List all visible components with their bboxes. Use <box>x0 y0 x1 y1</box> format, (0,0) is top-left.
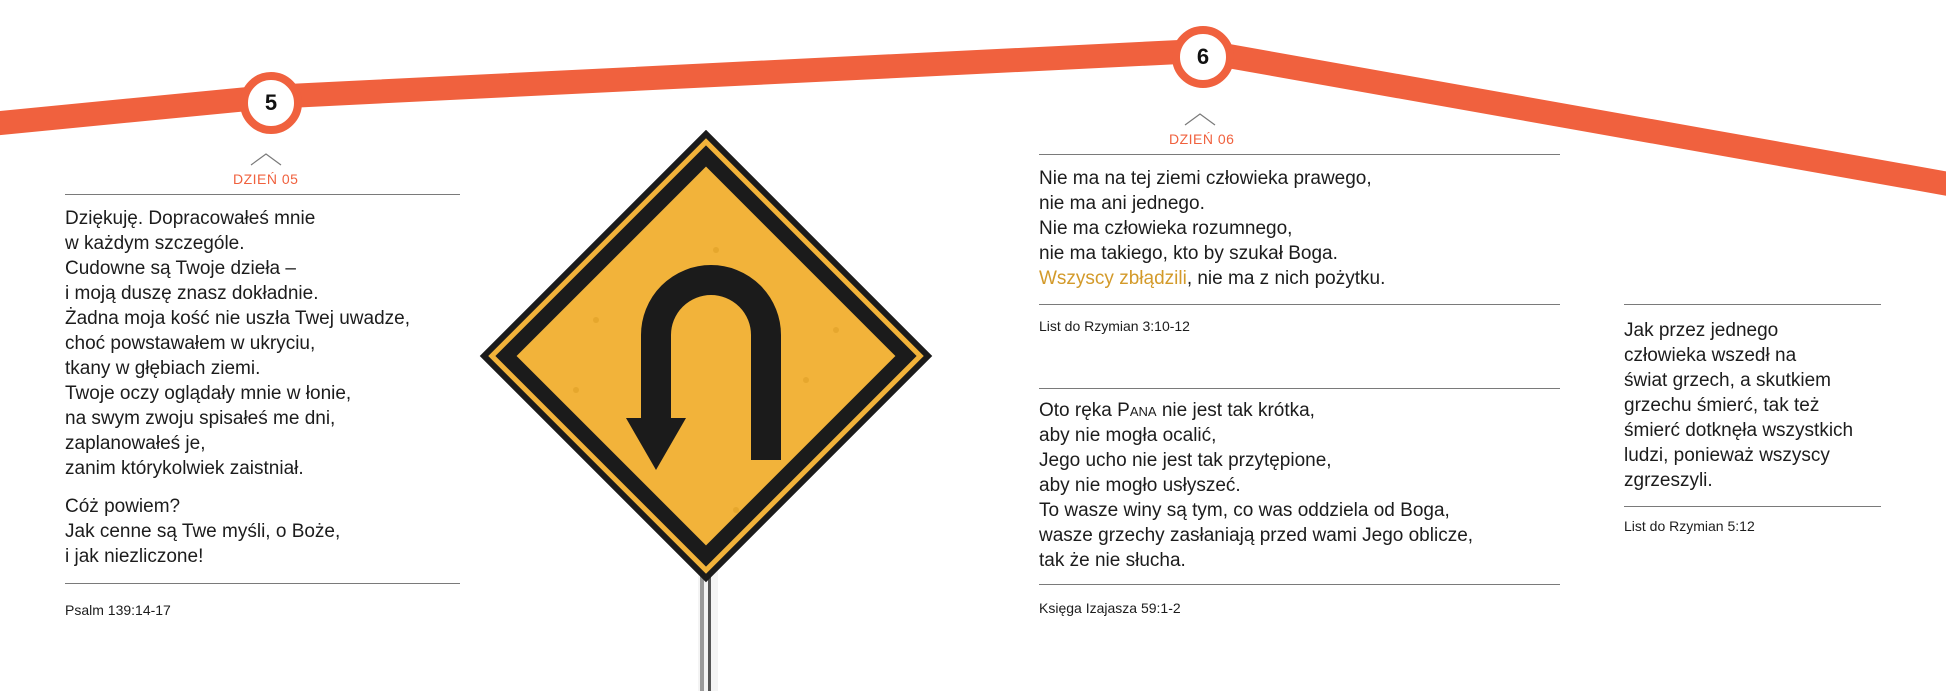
divider <box>1624 304 1881 305</box>
day-label: DZIEŃ 06 <box>1169 131 1235 147</box>
divider <box>1039 388 1560 389</box>
scripture-reference: Księga Izajasza 59:1-2 <box>1039 600 1181 616</box>
verse-text: Oto ręka Pana nie jest tak krótka, aby nie mogła ocalić, Jego ucho nie jest tak przytępione, aby nie mogło usłyszeć. To wasze winy są tym, co was oddziela od Boga, wasze grzechy zasłaniają przed wami Jego oblicze, tak że nie słucha. <box>1039 400 1474 571</box>
timeline-marker-5 <box>240 72 302 134</box>
timeline-marker-6 <box>1172 26 1234 88</box>
marker-number: 6 <box>1196 44 1210 69</box>
divider <box>1039 584 1560 585</box>
u-turn-sign-image <box>476 130 936 691</box>
marker-number: 5 <box>264 90 278 115</box>
scripture-reference: Psalm 139:14-17 <box>65 602 171 618</box>
divider <box>1039 304 1560 305</box>
divider <box>65 194 460 195</box>
verse-text: Nie ma na tej ziemi człowieka prawego, nie ma ani jednego. Nie ma człowieka rozumnego, nie ma takiego, kto by szukał Boga. Wszyscy zbłądzili, nie ma z nich pożytku. <box>1039 168 1386 289</box>
scripture-reference: List do Rzymian 3:10-12 <box>1039 318 1190 334</box>
divider <box>1039 154 1560 155</box>
chevron-up-icon <box>1184 112 1216 126</box>
verse-text: Jak przez jednego człowieka wszedł na świat grzech, a skutkiem grzechu śmierć, tak też śmierć dotknęła wszystkich ludzi, ponieważ wszyscy zgrzeszyli. <box>1624 320 1854 491</box>
divider <box>1624 506 1881 507</box>
divider <box>65 583 460 584</box>
scripture-reference: List do Rzymian 5:12 <box>1624 518 1755 534</box>
chevron-up-icon <box>250 152 282 166</box>
highlighted-phrase: Wszyscy zbłądzili <box>1039 268 1187 289</box>
day-label: DZIEŃ 05 <box>233 171 299 187</box>
verse-text: Dziękuję. Dopracowałeś mnie w każdym szczególe. Cudowne są Twoje dzieła – i moją duszę znasz dokładnie. Żadna moja kość nie uszła Twej uwadze, choć powstawałem w ukryciu, tkany w głębiach ziemi. Twoje oczy oglądały mnie w łonie, na swym zwoju spisałeś me dni, zaplanowałeś je, zanim którykolwiek zaistniał. Cóż powiem? Jak cenne są Twe myśli, o Boże, i jak niezliczone! <box>65 208 410 567</box>
